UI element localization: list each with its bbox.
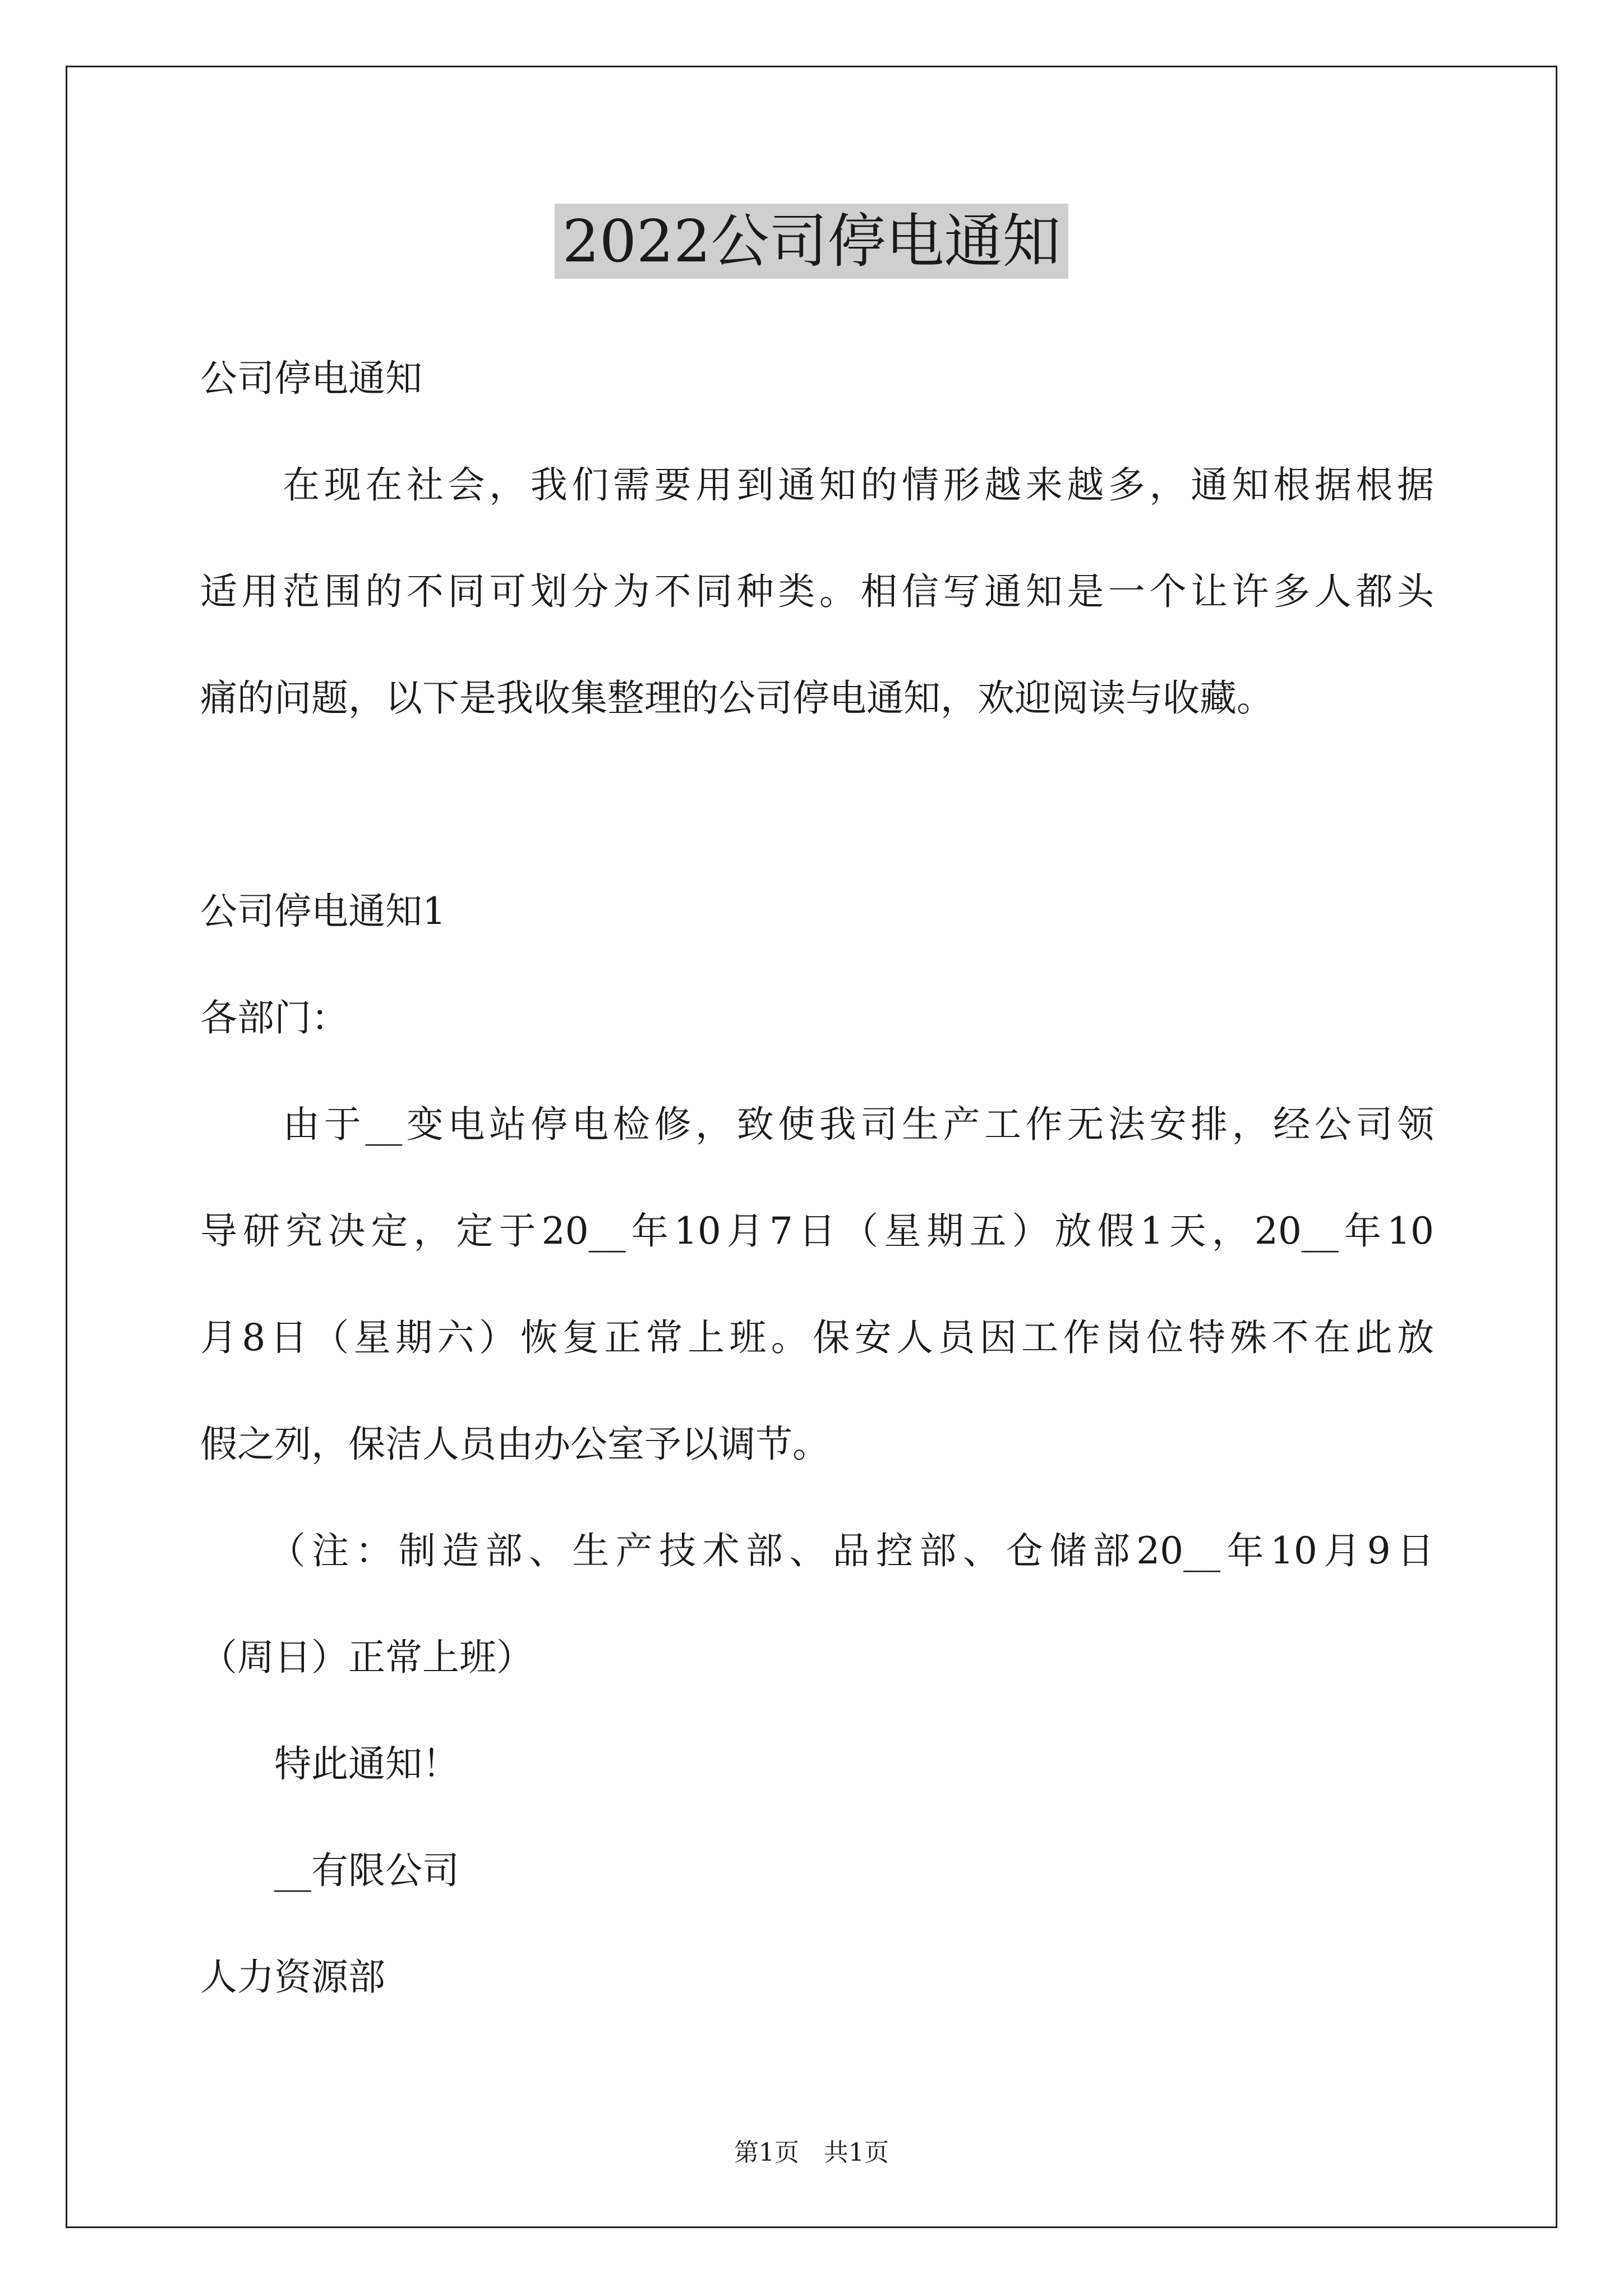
document-title [0,202,1623,280]
body-line-1: 由于__变电站停电检修，致使我司生产工作无法安排，经公司领 [200,1103,1434,1146]
note-line-2: （周日）正常上班） [200,1636,533,1679]
body-line-2: 导研究决定，定于20__年10月7日（星期五）放假1天，20__年10 [200,1209,1434,1253]
body-line-3: 月8日（星期六）恢复正常上班。保安人员因工作岗位特殊不在此放 [200,1316,1434,1359]
section-title: 公司停电通知1 [200,890,446,933]
salutation: 各部门： [200,996,348,1039]
company-signature: __有限公司 [200,1849,459,1892]
closing-line: 特此通知！ [200,1742,459,1786]
page-footer: 第1页 共1页 [734,2138,889,2167]
department-signature: 人力资源部 [200,1955,385,1999]
intro-line-3: 痛的问题，以下是我收集整理的公司停电通知，欢迎阅读与收藏。 [200,677,1274,720]
note-line-1: （注：制造部、生产技术部、品控部、仓储部20__年10月9日 [200,1529,1434,1572]
body-line-4: 假之列，保洁人员由办公室予以调节。 [200,1423,829,1466]
subtitle: 公司停电通知 [200,357,422,400]
document-title-text: 2022公司停电通知 [555,204,1069,279]
intro-line-1: 在现在社会，我们需要用到通知的情形越来越多，通知根据根据 [200,463,1434,507]
intro-line-2: 适用范围的不同可划分为不同种类。相信写通知是一个让许多人都头 [200,570,1434,613]
